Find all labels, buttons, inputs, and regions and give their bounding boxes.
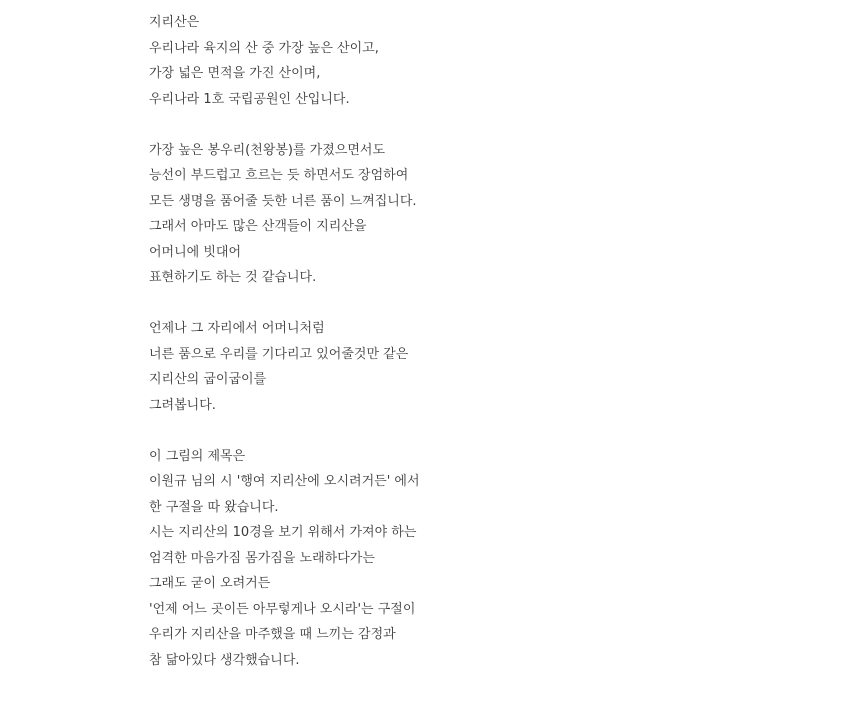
paragraph-description [149,138,789,291]
text-line: 우리나라 1호 국립공원인 산입니다. [149,91,350,107]
text-line: 이 그림의 제목은 [149,448,246,464]
text-line: 어머니에 빗대어 [149,244,242,260]
paragraph-title-origin [149,444,789,674]
paragraph-spacer [149,418,789,444]
paragraph-intro [149,10,789,112]
text-line: 참 닮아있다 생각했습니다. [149,652,300,668]
text-line: 가장 넓은 면적을 가진 산이며, [149,66,321,81]
text-line: 엄격한 마음가짐 몸가짐을 노래하다가는 [149,550,375,566]
paragraph-spacer [149,112,789,138]
text-line: 언제나 그 자리에서 어머니처럼 [149,321,325,336]
text-line: 가장 높은 봉우리(천왕봉)를 가졌으면서도 [149,142,386,158]
text-line: 모든 생명을 품어줄 듯한 너른 품이 느껴집니다. [149,193,417,209]
text-line: 그래서 아마도 많은 산객들이 지리산을 [149,219,367,234]
text-line: 이원규 님의 시 '행여 지리산에 오시려거든' 에서 [149,474,420,489]
text-line: 너른 품으로 우리를 기다리고 있어줄것만 같은 [149,346,409,362]
text-line: 지리산은 [149,15,200,30]
text-line: 표현하기도 하는 것 같습니다. [149,270,317,285]
text-line: 시는 지리산의 10경을 보기 위해서 가져야 하는 [149,525,417,540]
text-line: 우리나라 육지의 산 중 가장 높은 산이고, [149,40,379,56]
text-line: 지리산의 굽이굽이를 [149,372,267,387]
text-line: 한 구절을 따 왔습니다. [149,499,279,515]
paragraph-spacer [149,291,789,317]
text-line: '언제 어느 곳이든 아무렇게나 오시라'는 구절이 [149,601,416,617]
text-line: 그려봅니다. [149,397,216,413]
text-line: 그래도 굳이 오려거든 [149,576,271,591]
paragraph-drawing [149,316,789,418]
article-body [149,10,789,673]
text-line: 능선이 부드럽고 흐르는 듯 하면서도 장엄하여 [149,168,409,183]
text-line: 우리가 지리산을 마주했을 때 느끼는 감정과 [149,627,396,642]
